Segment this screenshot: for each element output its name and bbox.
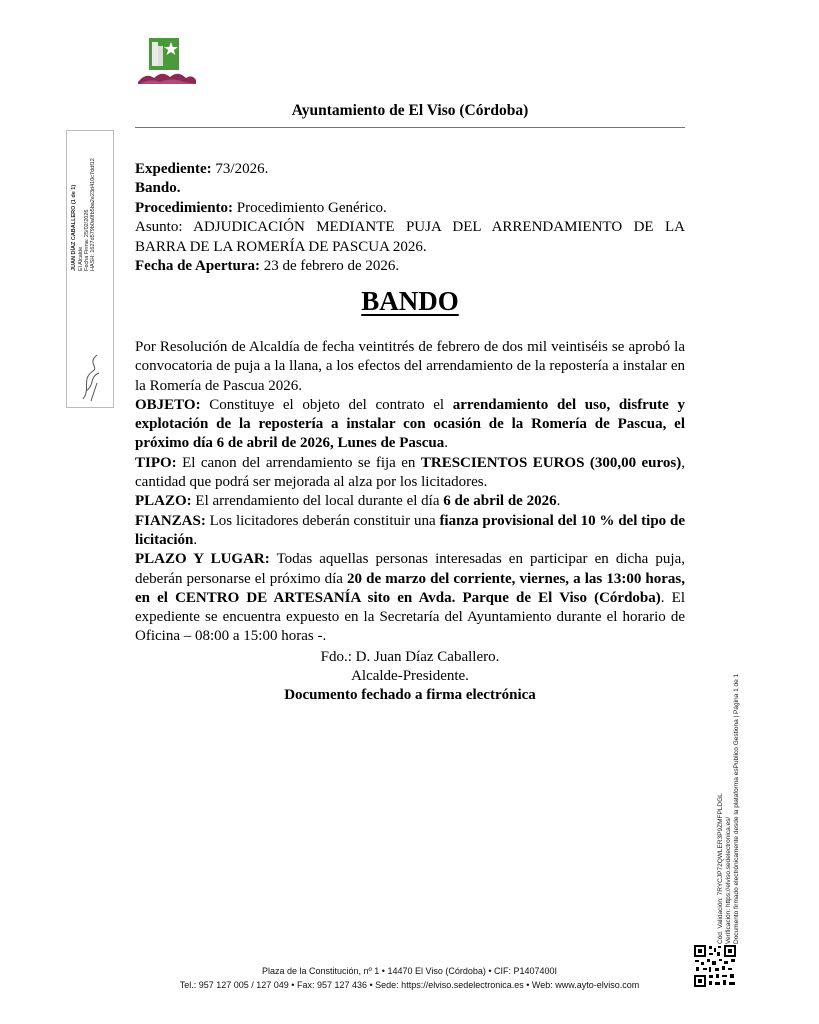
document-metadata [135, 160, 685, 276]
signature-block [135, 648, 685, 706]
procedimiento-line: Procedimiento: Procedimiento Genérico. [135, 199, 387, 216]
electronic-date-note: Documento fechado a firma electrónica [284, 687, 536, 704]
signer-role: Alcalde-Presidente. [351, 668, 469, 685]
footer-address: Plaza de la Constitución, nº 1 • 14470 El Viso (Córdoba) • CIF: P1407400I [261, 966, 558, 976]
bando-line: Bando. [135, 180, 181, 197]
validation-code: Cód. Validación: 7RYCJP72QWLER3P9ZMFPLDGL [717, 793, 724, 944]
header-divider [135, 127, 685, 128]
signature-stamp-box [66, 130, 114, 408]
verification-url: Verificación: https://elviso.sedelectronica.es/ [725, 816, 732, 944]
footer-contact: Tel.: 957 127 005 / 127 049 • Fax: 957 127 436 • Sede: https://elviso.sedelectronica.es • Web: www.ayto-elviso.com [179, 980, 640, 990]
expediente-line: Expediente: 73/2026. [135, 161, 269, 177]
handwritten-signature [77, 349, 105, 403]
asunto-line: Asunto: ADJUDICACIÓN MEDIANTE PUJA DEL ARRENDAMIENTO DE LA BARRA DE LA ROMERÍA DE PASCUA 2026. [135, 219, 685, 255]
stamp-date: Fecha Firma: 25/02/2026 [84, 209, 90, 271]
signer-name: Fdo.: D. Juan Díaz Caballero. [320, 649, 500, 665]
platform-note: Documento firmado electrónicamente desde la plataforma esPublico Gestiona | Página 1 de 1 [733, 673, 740, 944]
municipal-logo [136, 36, 198, 88]
stamp-role: El Alcalde [78, 246, 84, 271]
tipo-paragraph: TIPO: El canon del arrendamiento se fija en TRESCIENTOS EUROS (300,00 euros), cantidad que podrá ser mejorada al alza por los licitadores. [135, 454, 685, 491]
plazo-lugar-paragraph: PLAZO Y LUGAR: Todas aquellas personas interesadas en participar en dicha puja, deberán personarse el próximo día 20 de marzo del corriente, viernes, a las 13:00 horas, en el CENTRO DE ARTESANÍA sito en Avda. Parque de El Viso (Córdoba). El expediente se encuentra expuesto en la Secretaría del Ayuntamiento durante el horario de Oficina – 08:00 a 15:00 horas -. [135, 551, 686, 645]
objeto-paragraph: OBJETO: Constituye el objeto del contrato el arrendamiento del uso, disfrute y explotación de la repostería a instalar con ocasión de la Romería de Pascua, el próximo día 6 de abril de 2026, Lunes de Pascua. [135, 396, 685, 452]
stamp-signer: JUAN DÍAZ CABALLERO (1 de 1) [71, 184, 77, 271]
document-body [135, 338, 685, 647]
stamp-hash: HASH: 1627d579b0a0fb5ba2e23d410c7ddf12 [90, 158, 96, 271]
plazo-paragraph: PLAZO: El arrendamiento del local durante el día 6 de abril de 2026. [135, 493, 561, 510]
fianzas-paragraph: FIANZAS: Los licitadores deberán constituir una fianza provisional del 10 % del tipo de licitación. [135, 512, 685, 548]
document-title: BANDO [361, 286, 459, 316]
fecha-apertura-line: Fecha de Apertura: 23 de febrero de 2026. [135, 258, 400, 275]
intro-paragraph: Por Resolución de Alcaldía de fecha veintitrés de febrero de dos mil veintiséis se aprobó la convocatoria de puja a la llana, a los efectos del arrendamiento de la repostería a instalar en la Romería de Pascua 2026. [135, 339, 685, 394]
page-header: Ayuntamiento de El Viso (Córdoba) [291, 102, 529, 119]
